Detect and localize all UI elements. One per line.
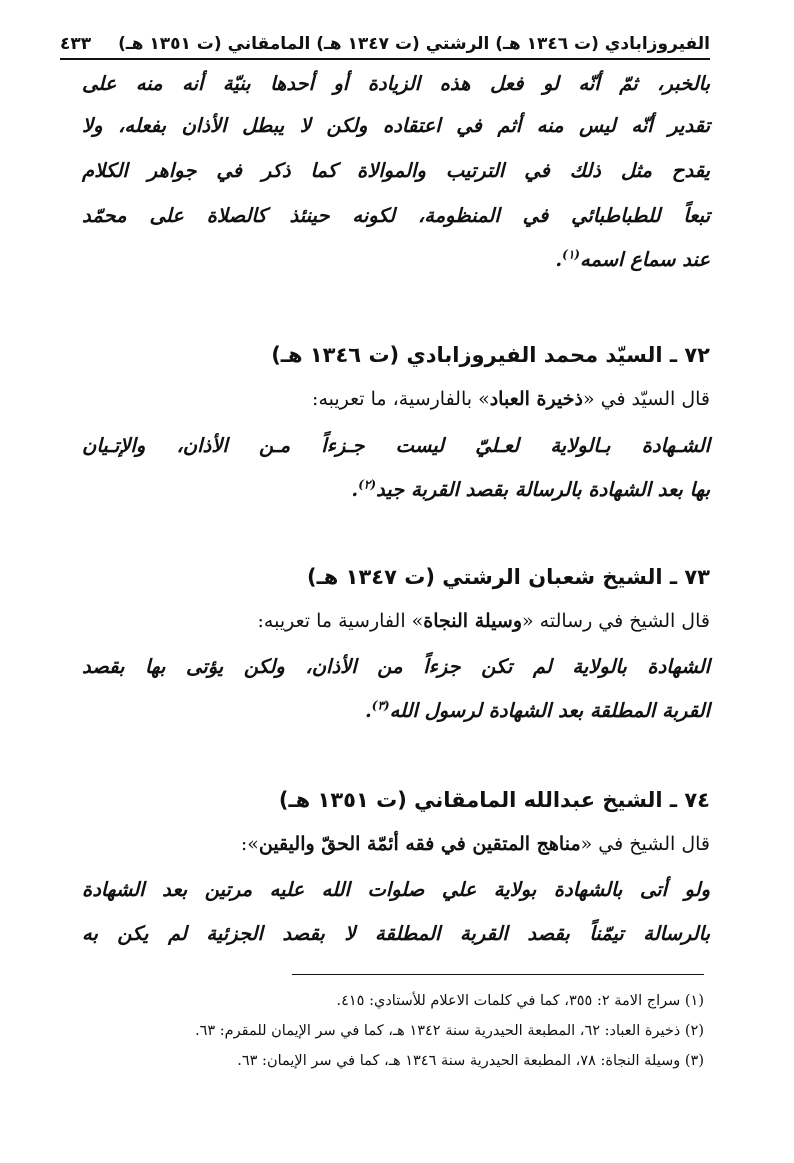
entry-intro-text: » الفارسية ما تعريبه: <box>257 610 424 632</box>
entry-73 <box>82 565 710 735</box>
work-title: مناهج المتقين في فقه أئمّة الحقّ واليقين <box>258 833 581 855</box>
footnote-reference: (١) <box>562 247 580 262</box>
work-title: وسيلة النجاة <box>423 610 522 632</box>
entry-intro-text: » بالفارسية، ما تعريبه: <box>312 388 490 410</box>
text-line: تبعاً للطباطبائي في المنظومة، لكونه حينئذ كالصلاة على محمّد <box>82 204 710 227</box>
work-title: ذخيرة العباد <box>489 388 583 410</box>
entry-74 <box>82 788 710 958</box>
text-line: بالخبر، ثمّ أنّه لو فعل هذه الزيادة أو أحدها بنيّة أنه منه على <box>82 72 710 95</box>
entry-heading: ٧٤ ـ الشيخ عبدالله المامقاني (ت ١٣٥١ هـ) <box>278 788 710 812</box>
entry-intro-text: قال الشيخ في « <box>580 833 710 855</box>
text-line-content: عند سماع اسمه <box>579 248 710 271</box>
quote-line: بالرسالة تيمّناً بقصد القربة المطلقة لا بقصد الجزئية لم يكن به <box>82 922 710 945</box>
quote-line: ولو أتى بالشهادة بولاية علي صلوات الله عليه مرتين بعد الشهادة <box>82 878 710 901</box>
quote-line: الشهادة بالولاية لم تكن جزءاً من الأذان، ولكن يؤتى بها بقصد <box>82 655 710 678</box>
entry-72 <box>82 343 710 513</box>
entry-heading: ٧٢ ـ السيّد محمد الفيروزابادي (ت ١٣٤٦ هـ) <box>271 343 710 367</box>
text-line: عند سماع اسمه$^{(١)}$. <box>555 247 710 271</box>
entry-intro <box>82 610 710 632</box>
quote-line-content: القربة المطلقة بعد الشهادة لرسول الله <box>389 699 710 722</box>
entry-intro <box>82 833 710 855</box>
footnote: (٢) ذخيرة العباد: ٦٢، المطبعة الحيدرية سنة ١٣٤٢ هـ، كما في سر الإيمان للمقرم: ٦٣. <box>194 1023 704 1039</box>
footnote-reference: (٢) <box>358 477 377 492</box>
text-line: يقدح مثل ذلك في الترتيب والموالاة كما ذكر في جواهر الكلام <box>82 159 710 182</box>
entry-intro-text: قال السيّد في « <box>582 388 710 410</box>
footnote: (١) سراج الامة ٢: ٣٥٥، كما في كلمات الاعلام للأستادي: ٤١٥. <box>336 993 704 1009</box>
footnote-separator <box>292 974 704 975</box>
entry-intro <box>82 388 710 410</box>
running-header-title: الفيروزابادي (ت ١٣٤٦ هـ) الرشتي (ت ١٣٤٧ هـ) المامقاني (ت ١٣٥١ هـ) <box>118 34 710 54</box>
entry-heading: ٧٣ ـ الشيخ شعبان الرشتي (ت ١٣٤٧ هـ) <box>307 565 710 589</box>
quote-line: بها بعد الشهادة بالرسالة بقصد القربة جيد$^{(٢)}$. <box>351 477 710 501</box>
quote-line-content: بها بعد الشهادة بالرسالة بقصد القربة جيد <box>376 478 710 501</box>
entry-intro-text: قال الشيخ في رسالته « <box>522 610 710 632</box>
entry-intro-text: »: <box>240 833 259 855</box>
text-line: تقدير أنّه ليس منه أثم في اعتقاده ولكن لا يبطل الأذان بفعله، ولا <box>82 114 710 137</box>
quote-line: القربة المطلقة بعد الشهادة لرسول الله$^{(٣)}$. <box>364 698 710 722</box>
footnote-reference: (٣) <box>371 698 390 713</box>
quote-line: الشـهادة بـالولاية لعـليّ ليست جـزءاً مـن الأذان، والإتـيان <box>82 434 710 457</box>
footnote: (٣) وسيلة النجاة: ٧٨، المطبعة الحيدرية سنة ١٣٤٦ هـ، كما في سر الإيمان: ٦٣. <box>237 1053 704 1069</box>
intro-paragraph <box>82 72 710 292</box>
running-header <box>60 24 710 60</box>
page-number: ٤٣٣ <box>60 34 92 54</box>
